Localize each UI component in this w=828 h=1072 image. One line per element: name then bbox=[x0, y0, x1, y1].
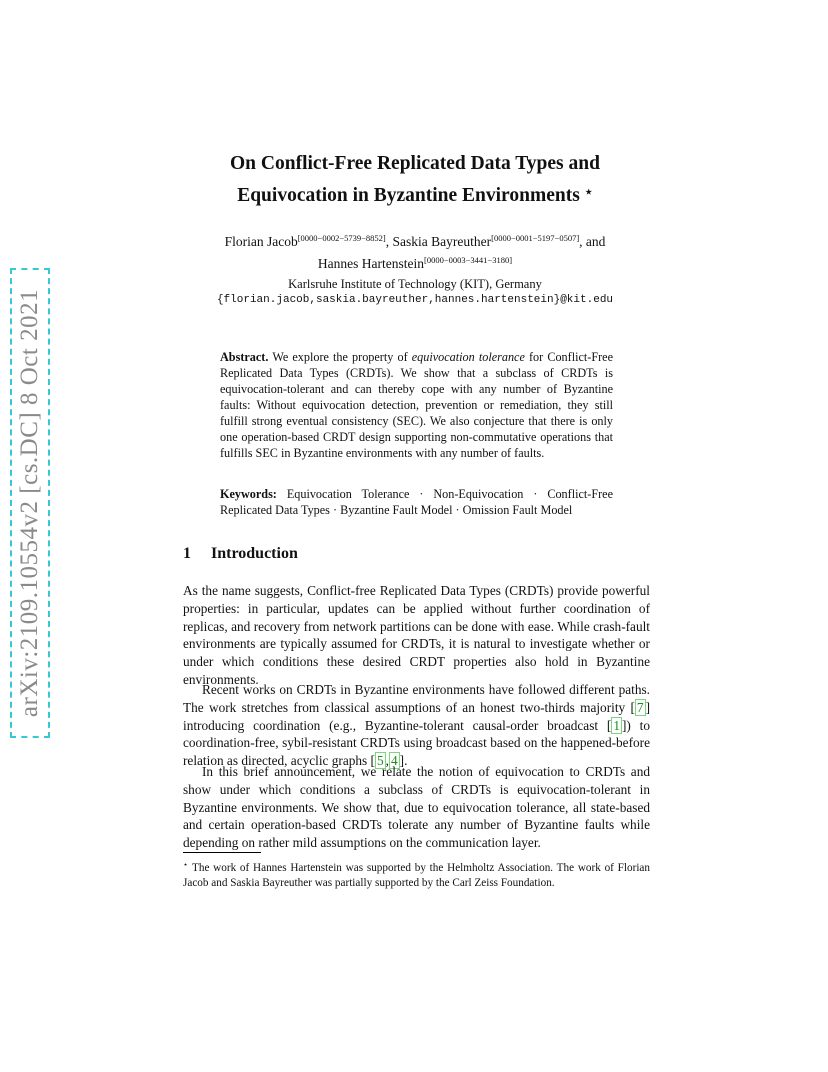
arxiv-stamp-text: arXiv:2109.10554v2 [cs.DC] 8 Oct 2021 bbox=[16, 288, 43, 718]
keywords-text: Equivocation Tolerance · Non-Equivocation · Conflict-Free Replicated Data Types · Byzantine Fault Model · Omission Fault Model bbox=[220, 487, 613, 517]
title-footnote-mark[interactable]: ⋆ bbox=[584, 184, 593, 199]
abstract bbox=[220, 349, 613, 461]
paragraph-2: Recent works on CRDTs in Byzantine environments have followed different paths. The work stretches from classical assumptions of an honest two-thirds majority [ 7 ] introducing coordination (e.g., Byzantine-tolerant causal-order broadcast [ 1 ]) to coordination-free, sybil-resistant CRDTs using broadcast based on the happened-before relation as directed, acyclic graphs [ 5 , 4 ]. bbox=[183, 682, 650, 769]
citation-link[interactable]: 4 bbox=[390, 753, 398, 769]
author-list bbox=[150, 229, 680, 273]
paragraph-3: In this brief announcement, we relate the notion of equivocation to CRDTs and show under which conditions a subclass of CRDTs is equivocation-tolerant in Byzantine environments. We show that, due to equivocation tolerance, all state-based and certain operation-based CRDTs tolerate any number of Byzantine faults while depending on rather mild assumptions on the communication layer. bbox=[183, 764, 650, 851]
author-orcid[interactable]: [0000−0003−3441−3180] bbox=[424, 255, 513, 265]
footnote-text: The work of Hannes Hartenstein was supported by the Helmholtz Association. The work of Florian Jacob and Saskia Bayreuther was partially supported by the Carl Zeiss Foundation. bbox=[183, 862, 650, 889]
paragraph-text: ) to coordination-free, sybil-resistant CRDTs using broadcast based on the happened-before relation as directed, acyclic graphs bbox=[183, 717, 650, 769]
paragraph-text: Recent works on CRDTs in Byzantine environments have followed different paths. The work stretches from classical assumptions of an honest two-thirds majority bbox=[183, 682, 650, 715]
paragraph-text: introducing coordination (e.g., Byzantine-tolerant causal-order broadcast bbox=[183, 717, 607, 733]
abstract-text: We explore the property of bbox=[268, 350, 412, 364]
title-line-1: On Conflict-Free Replicated Data Types and bbox=[230, 153, 600, 174]
author-line-2 bbox=[150, 251, 680, 273]
citation-link[interactable]: 1 bbox=[613, 717, 620, 733]
paragraph-1: As the name suggests, Conflict-free Replicated Data Types (CRDTs) provide powerful properties: in particular, updates can be applied without further coordination of replicas, and recovery from network partitions can be done with ease. While crash-fault environments are typically assumed for CRDTs, it is natural to investigate whether or under which conditions these desired CRDT properties also hold in Byzantine environments. bbox=[183, 583, 650, 687]
abstract-label: Abstract. bbox=[220, 350, 269, 364]
keywords-label: Keywords: bbox=[220, 487, 277, 501]
abstract-text: for Conflict-Free Replicated Data Types (CRDTs). We show that a subclass of CRDTs is equivocation-tolerant and can thereby cope with any number of Byzantine faults: Without equivocation detection, prevention or remediation, they still fulfill strong eventual consistency (SEC). We also conjecture that there is only one operation-based CRDT design supporting non-commutative operations that fulfills SEC in Byzantine environments with any number of faults. bbox=[220, 350, 613, 460]
author-separator: , and bbox=[579, 234, 606, 249]
author-emails[interactable]: {florian.jacob,saskia.bayreuther,hannes.hartenstein}@kit.edu bbox=[216, 294, 614, 306]
title-line-2-text: Equivocation in Byzantine Environments bbox=[237, 185, 580, 206]
title-line-2 bbox=[180, 178, 650, 210]
author-orcid[interactable]: [0000−0001−5197−0507] bbox=[491, 233, 580, 243]
abstract-emphasis: equivocation tolerance bbox=[411, 350, 525, 364]
citation-separator: , bbox=[385, 753, 389, 769]
footnote-mark: ⋆ bbox=[183, 860, 189, 869]
author-name: Florian Jacob bbox=[224, 234, 298, 249]
author-line-1 bbox=[150, 229, 680, 251]
affiliation: Karlsruhe Institute of Technology (KIT), Germany bbox=[288, 277, 542, 291]
author-orcid[interactable]: [0000−0002−5739−8852] bbox=[297, 233, 386, 243]
author-name: Hannes Hartenstein bbox=[317, 256, 425, 271]
paragraph-text: . bbox=[404, 753, 408, 769]
author-name: Saskia Bayreuther bbox=[392, 234, 492, 249]
section-heading bbox=[183, 545, 298, 563]
paper-title bbox=[180, 150, 650, 210]
arxiv-stamp[interactable] bbox=[10, 268, 50, 738]
footnote bbox=[183, 857, 650, 891]
footnote-rule bbox=[183, 852, 261, 853]
citation-link[interactable]: 5 bbox=[376, 753, 384, 769]
citation-link[interactable]: 7 bbox=[636, 699, 644, 715]
author-separator: , bbox=[385, 234, 393, 249]
section-number: 1 bbox=[183, 545, 191, 562]
section-title: Introduction bbox=[211, 545, 298, 562]
keywords bbox=[220, 486, 613, 518]
